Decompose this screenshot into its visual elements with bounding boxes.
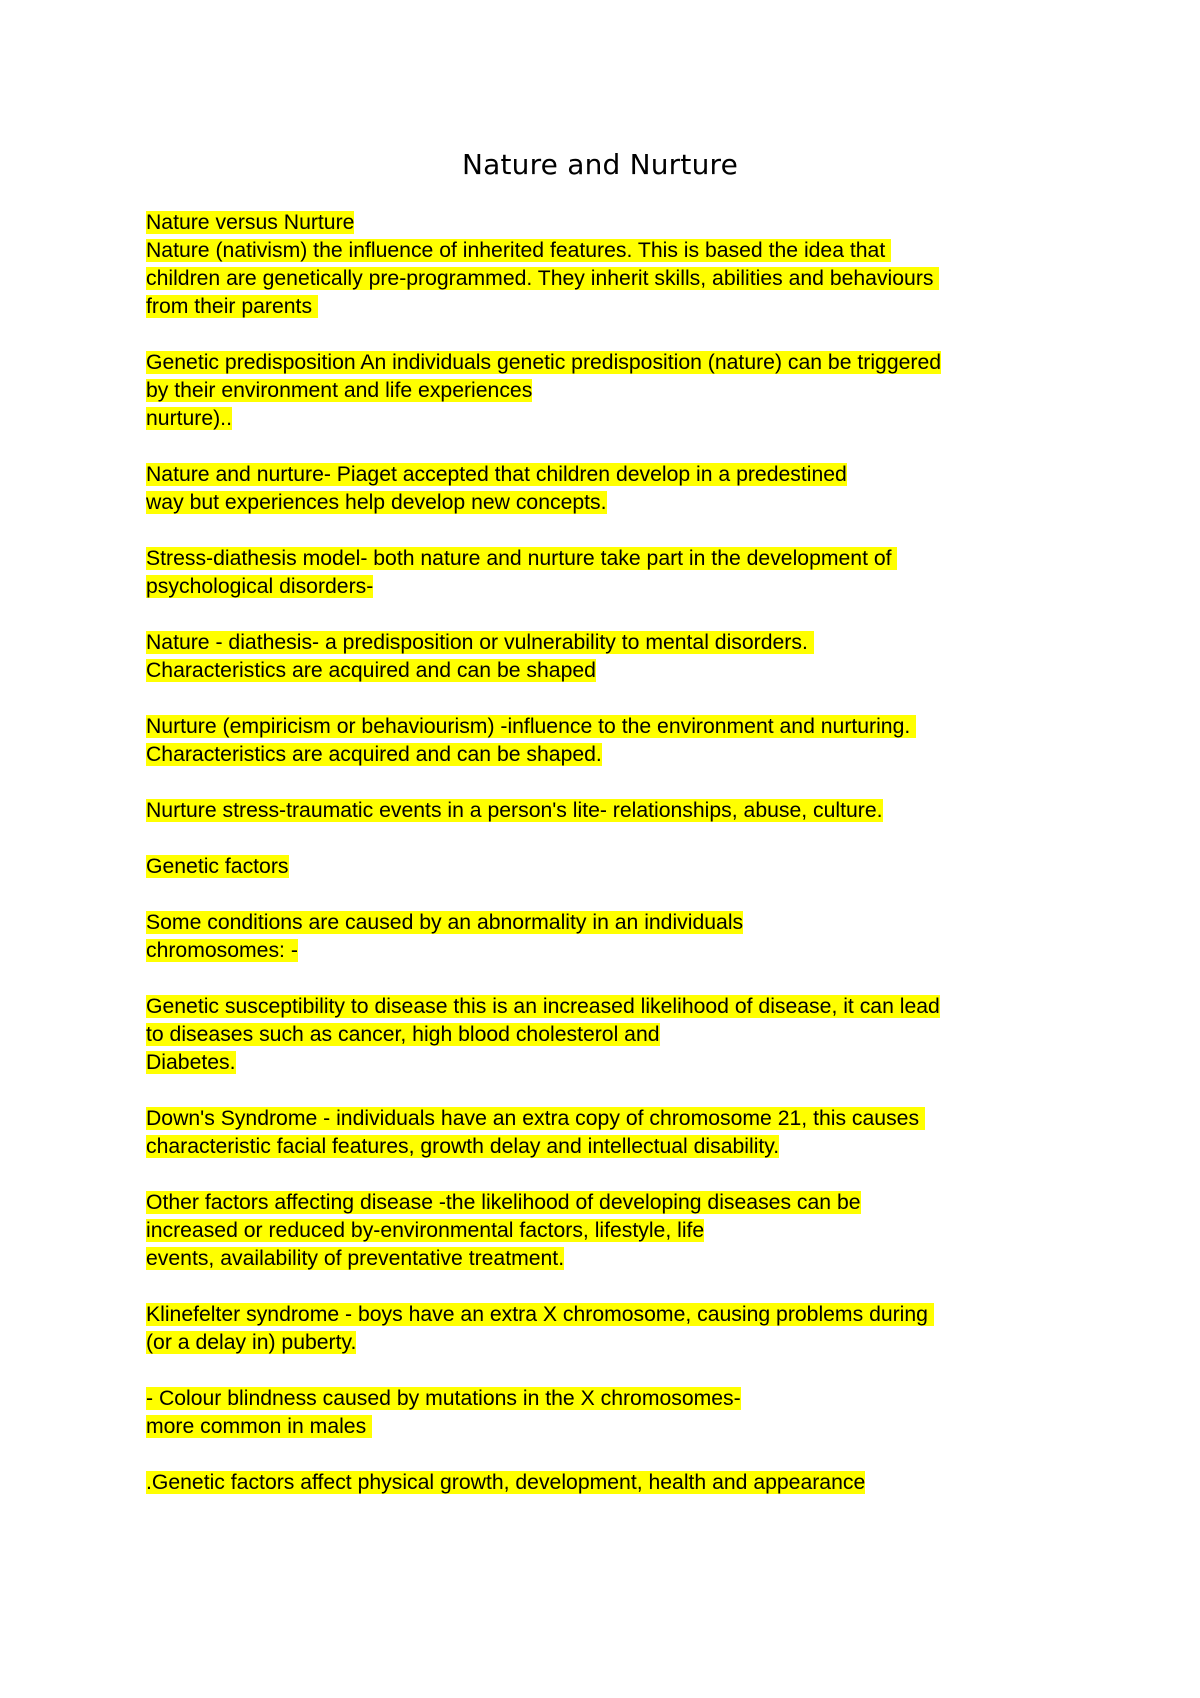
paragraph-nature-diathesis <box>146 629 1066 685</box>
text-line: by their environment and life experiences <box>146 379 533 402</box>
paragraph-nature-and-nurture-piaget <box>146 461 1066 517</box>
text-line: Stress-diathesis model- both nature and nurture take part in the development of <box>146 547 898 570</box>
text-line: to diseases such as cancer, high blood cholesterol and <box>146 1023 660 1046</box>
text-line: chromosomes: - <box>146 939 298 962</box>
text-line: events, availability of preventative treatment. <box>146 1247 565 1270</box>
paragraph-nurture-stress <box>146 797 1066 825</box>
text-line: Nurture stress-traumatic events in a person's lite- relationships, abuse, culture. <box>146 799 883 822</box>
paragraph-genetic-predisposition <box>146 349 1066 433</box>
paragraph-genetic-factors-heading <box>146 853 1066 881</box>
text-line: Nature versus Nurture <box>146 211 355 234</box>
paragraph-other-factors <box>146 1189 1066 1273</box>
text-line: .Genetic factors affect physical growth, development, health and appearance <box>146 1471 866 1494</box>
text-line: Klinefelter syndrome - boys have an extra X chromosome, causing problems during <box>146 1303 934 1326</box>
text-line: children are genetically pre-programmed. They inherit skills, abilities and behaviours <box>146 267 940 290</box>
paragraph-nature-versus-nurture <box>146 209 1066 321</box>
text-line: from their parents <box>146 295 318 318</box>
text-line: way but experiences help develop new concepts. <box>146 491 607 514</box>
text-line: Diabetes. <box>146 1051 236 1074</box>
text-line: Genetic predisposition An individuals genetic predisposition (nature) can be triggered <box>146 351 942 374</box>
text-line: Nature (nativism) the influence of inherited features. This is based the idea that <box>146 239 892 262</box>
text-line: nurture).. <box>146 407 232 430</box>
text-line: Nurture (empiricism or behaviourism) -influence to the environment and nurturing. <box>146 715 917 738</box>
paragraph-genetic-factors-effects <box>146 1469 1066 1497</box>
paragraph-klinefelter <box>146 1301 1066 1357</box>
text-line: psychological disorders- <box>146 575 374 598</box>
paragraph-downs-syndrome <box>146 1105 1066 1161</box>
paragraph-genetic-susceptibility <box>146 993 1066 1077</box>
text-line: Genetic factors <box>146 855 289 878</box>
text-line: increased or reduced by-environmental factors, lifestyle, life <box>146 1219 705 1242</box>
text-line: Characteristics are acquired and can be shaped <box>146 659 596 682</box>
paragraph-stress-diathesis <box>146 545 1066 601</box>
text-line: Nature and nurture- Piaget accepted that children develop in a predestined <box>146 463 847 486</box>
text-line: more common in males <box>146 1415 373 1438</box>
text-line: (or a delay in) puberty. <box>146 1331 357 1354</box>
text-line: Nature - diathesis- a predisposition or vulnerability to mental disorders. <box>146 631 814 654</box>
paragraph-chromosome-abnormality <box>146 909 1066 965</box>
text-line: Some conditions are caused by an abnormality in an individuals <box>146 911 744 934</box>
paragraph-nurture-empiricism <box>146 713 1066 769</box>
text-line: Genetic susceptibility to disease this is an increased likelihood of disease, it can lead <box>146 995 940 1018</box>
text-line: Down's Syndrome - individuals have an extra copy of chromosome 21, this causes <box>146 1107 925 1130</box>
document-body <box>146 209 1066 1525</box>
paragraph-colour-blindness <box>146 1385 1066 1441</box>
document-title: Nature and Nurture <box>461 148 739 181</box>
text-line: characteristic facial features, growth delay and intellectual disability. <box>146 1135 780 1158</box>
text-line: Other factors affecting disease -the likelihood of developing diseases can be <box>146 1191 861 1214</box>
text-line: - Colour blindness caused by mutations in the X chromosomes- <box>146 1387 741 1410</box>
text-line: Characteristics are acquired and can be shaped. <box>146 743 602 766</box>
